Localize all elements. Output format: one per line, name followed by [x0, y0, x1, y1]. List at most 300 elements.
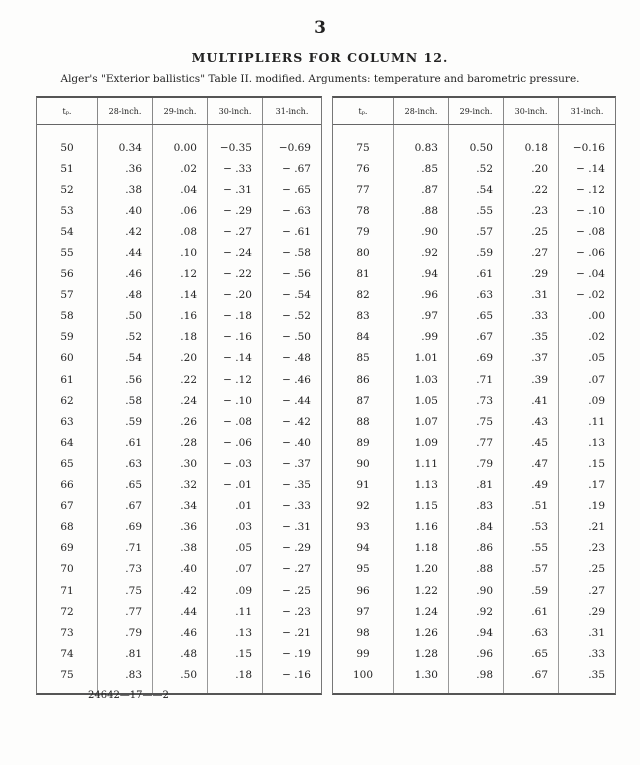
- value-28-inch: 1.24: [394, 601, 449, 622]
- table-row: [333, 306, 615, 327]
- value-31-inch: − .33: [282, 500, 311, 513]
- value-29-inch: .54: [449, 179, 504, 200]
- table-row: [333, 327, 615, 348]
- header-temperature: tₚ.: [37, 98, 98, 125]
- value-28-inch: 1.05: [394, 390, 449, 411]
- table-row: [37, 601, 321, 622]
- value-30-inch: .09: [208, 580, 263, 601]
- table-row: [37, 411, 321, 432]
- temperature-cell: 77: [333, 179, 394, 200]
- value-30-inch: .18: [208, 664, 263, 693]
- table-row: [37, 285, 321, 306]
- value-29-inch: .61: [449, 264, 504, 285]
- temperature-cell: 85: [333, 348, 394, 369]
- temperature-cell: 54: [37, 221, 98, 242]
- value-30-inch: .39: [504, 369, 559, 390]
- value-28-inch: 1.13: [394, 475, 449, 496]
- value-28-inch: .50: [98, 306, 153, 327]
- value-29-inch: .30: [153, 453, 208, 474]
- value-31-inch: .13: [588, 436, 605, 449]
- header-row: [333, 98, 615, 125]
- header-28-inch: 28-inch.: [394, 98, 449, 125]
- value-31-inch: − .40: [282, 436, 311, 449]
- value-28-inch: 1.26: [394, 622, 449, 643]
- value-29-inch: .67: [449, 327, 504, 348]
- value-28-inch: 0.34: [98, 125, 153, 159]
- value-29-inch: 0.00: [153, 125, 208, 159]
- temperature-cell: 95: [333, 559, 394, 580]
- value-30-inch: .33: [504, 306, 559, 327]
- value-28-inch: .73: [98, 559, 153, 580]
- temperature-cell: 99: [333, 643, 394, 664]
- value-31-inch: −0.69: [278, 141, 311, 154]
- value-30-inch: .59: [504, 580, 559, 601]
- table-row: [37, 475, 321, 496]
- value-31-inch: .07: [588, 373, 605, 386]
- temperature-cell: 62: [37, 390, 98, 411]
- value-29-inch: .04: [153, 179, 208, 200]
- value-29-inch: .50: [153, 664, 208, 693]
- temperature-cell: 61: [37, 369, 98, 390]
- value-28-inch: .99: [394, 327, 449, 348]
- temperature-cell: 84: [333, 327, 394, 348]
- value-29-inch: .98: [449, 664, 504, 693]
- temperature-cell: 76: [333, 158, 394, 179]
- temperature-cell: 70: [37, 559, 98, 580]
- value-28-inch: .40: [98, 200, 153, 221]
- temperature-cell: 82: [333, 285, 394, 306]
- temperature-cell: 69: [37, 538, 98, 559]
- temperature-cell: 98: [333, 622, 394, 643]
- table-row: [37, 538, 321, 559]
- temperature-cell: 75: [333, 125, 394, 159]
- temperature-cell: 57: [37, 285, 98, 306]
- value-31-inch: − .63: [282, 204, 311, 217]
- value-28-inch: .71: [98, 538, 153, 559]
- temperature-cell: 55: [37, 242, 98, 263]
- table-row: [333, 125, 615, 159]
- value-31-inch: .00: [588, 310, 605, 323]
- value-30-inch: .03: [208, 517, 263, 538]
- value-30-inch: .53: [504, 517, 559, 538]
- value-29-inch: .73: [449, 390, 504, 411]
- temperature-cell: 72: [37, 601, 98, 622]
- temperature-cell: 63: [37, 411, 98, 432]
- value-30-inch: .67: [504, 664, 559, 693]
- temperature-cell: 97: [333, 601, 394, 622]
- table-row: [333, 221, 615, 242]
- value-28-inch: .85: [394, 158, 449, 179]
- temperature-cell: 66: [37, 475, 98, 496]
- value-31-inch: − .25: [282, 584, 311, 597]
- value-31-inch: .31: [588, 626, 605, 639]
- value-30-inch: .23: [504, 200, 559, 221]
- value-28-inch: .58: [98, 390, 153, 411]
- value-31-inch: .02: [588, 331, 605, 344]
- value-31-inch: .21: [588, 521, 605, 534]
- value-28-inch: .44: [98, 242, 153, 263]
- table-row: [333, 496, 615, 517]
- table-row: [37, 327, 321, 348]
- value-29-inch: .44: [153, 601, 208, 622]
- value-31-inch: − .67: [282, 162, 311, 175]
- temperature-cell: 52: [37, 179, 98, 200]
- temperature-cell: 90: [333, 453, 394, 474]
- value-29-inch: .96: [449, 643, 504, 664]
- value-29-inch: .22: [153, 369, 208, 390]
- value-30-inch: .25: [504, 221, 559, 242]
- temperature-cell: 75: [37, 664, 98, 693]
- value-31-inch: .15: [588, 457, 605, 470]
- value-28-inch: .65: [98, 475, 153, 496]
- value-29-inch: .26: [153, 411, 208, 432]
- temperature-cell: 64: [37, 432, 98, 453]
- header-30-inch: 30-inch.: [208, 98, 263, 125]
- temperature-cell: 92: [333, 496, 394, 517]
- value-30-inch: .01: [208, 496, 263, 517]
- temperature-cell: 100: [333, 664, 394, 693]
- value-31-inch: − .46: [282, 373, 311, 386]
- value-29-inch: .65: [449, 306, 504, 327]
- value-29-inch: .81: [449, 475, 504, 496]
- value-28-inch: .81: [98, 643, 153, 664]
- value-31-inch: − .54: [282, 289, 311, 302]
- temperature-cell: 81: [333, 264, 394, 285]
- temperature-cell: 91: [333, 475, 394, 496]
- value-30-inch: .55: [504, 538, 559, 559]
- value-29-inch: .32: [153, 475, 208, 496]
- value-30-inch: − .24: [208, 242, 263, 263]
- value-28-inch: .56: [98, 369, 153, 390]
- header-temperature: tₚ.: [333, 98, 394, 125]
- header-31-inch: 31-inch.: [263, 98, 322, 125]
- value-31-inch: − .02: [576, 289, 605, 302]
- value-30-inch: − .18: [208, 306, 263, 327]
- value-28-inch: .96: [394, 285, 449, 306]
- table-row: [333, 432, 615, 453]
- value-30-inch: .05: [208, 538, 263, 559]
- table-row: [333, 517, 615, 538]
- value-30-inch: .20: [504, 158, 559, 179]
- value-30-inch: .57: [504, 559, 559, 580]
- value-31-inch: .19: [588, 500, 605, 513]
- value-29-inch: .48: [153, 643, 208, 664]
- value-30-inch: .22: [504, 179, 559, 200]
- value-31-inch: .23: [588, 542, 605, 555]
- value-29-inch: .46: [153, 622, 208, 643]
- temperature-cell: 50: [37, 125, 98, 159]
- value-31-inch: − .04: [576, 268, 605, 281]
- temperature-cell: 96: [333, 580, 394, 601]
- table-row: [333, 158, 615, 179]
- value-30-inch: .27: [504, 242, 559, 263]
- value-31-inch: − .52: [282, 310, 311, 323]
- value-29-inch: .71: [449, 369, 504, 390]
- table-row: [37, 369, 321, 390]
- table-row: [37, 242, 321, 263]
- value-28-inch: .94: [394, 264, 449, 285]
- value-29-inch: .79: [449, 453, 504, 474]
- value-29-inch: .18: [153, 327, 208, 348]
- value-29-inch: .28: [153, 432, 208, 453]
- temperature-cell: 94: [333, 538, 394, 559]
- page-title: MULTIPLIERS FOR COLUMN 12.: [191, 50, 449, 65]
- value-29-inch: .90: [449, 580, 504, 601]
- value-29-inch: .10: [153, 242, 208, 263]
- table-row: [37, 158, 321, 179]
- temperature-cell: 79: [333, 221, 394, 242]
- value-31-inch: − .61: [282, 225, 311, 238]
- table-row: [37, 664, 321, 693]
- value-31-inch: .35: [588, 668, 605, 681]
- temperature-cell: 56: [37, 264, 98, 285]
- temperature-cell: 58: [37, 306, 98, 327]
- value-31-inch: − .23: [282, 605, 311, 618]
- value-31-inch: − .08: [576, 225, 605, 238]
- value-28-inch: .88: [394, 200, 449, 221]
- value-28-inch: .61: [98, 432, 153, 453]
- value-28-inch: .69: [98, 517, 153, 538]
- table-row: [333, 369, 615, 390]
- table-row: [37, 390, 321, 411]
- value-28-inch: .52: [98, 327, 153, 348]
- value-30-inch: − .14: [208, 348, 263, 369]
- value-30-inch: − .31: [208, 179, 263, 200]
- temperature-cell: 71: [37, 580, 98, 601]
- value-29-inch: .83: [449, 496, 504, 517]
- table-row: [333, 179, 615, 200]
- value-31-inch: .27: [588, 584, 605, 597]
- value-30-inch: .43: [504, 411, 559, 432]
- value-28-inch: .42: [98, 221, 153, 242]
- value-30-inch: − .03: [208, 453, 263, 474]
- value-29-inch: 0.50: [449, 125, 504, 159]
- value-28-inch: .54: [98, 348, 153, 369]
- value-28-inch: 1.20: [394, 559, 449, 580]
- value-30-inch: − .06: [208, 432, 263, 453]
- value-30-inch: .13: [208, 622, 263, 643]
- table-row: [37, 125, 321, 159]
- value-28-inch: .77: [98, 601, 153, 622]
- value-30-inch: .63: [504, 622, 559, 643]
- value-31-inch: − .37: [282, 457, 311, 470]
- value-28-inch: .46: [98, 264, 153, 285]
- table-row: [333, 348, 615, 369]
- value-31-inch: .29: [588, 605, 605, 618]
- value-28-inch: 1.15: [394, 496, 449, 517]
- table-row: [37, 200, 321, 221]
- value-29-inch: .55: [449, 200, 504, 221]
- table-caption: Alger's "Exterior ballistics" Table II. modified. Arguments: temperature and barometric pressure.: [60, 73, 580, 85]
- value-30-inch: .47: [504, 453, 559, 474]
- temperature-cell: 74: [37, 643, 98, 664]
- table-row: [333, 622, 615, 643]
- table-row: [37, 432, 321, 453]
- value-31-inch: − .21: [282, 626, 311, 639]
- value-30-inch: .49: [504, 475, 559, 496]
- value-29-inch: .02: [153, 158, 208, 179]
- value-31-inch: .25: [588, 563, 605, 576]
- page-number: 3: [314, 18, 326, 38]
- table-row: [333, 200, 615, 221]
- value-30-inch: − .20: [208, 285, 263, 306]
- value-30-inch: .41: [504, 390, 559, 411]
- temperature-cell: 87: [333, 390, 394, 411]
- table-row: [333, 453, 615, 474]
- value-28-inch: 1.09: [394, 432, 449, 453]
- value-28-inch: .36: [98, 158, 153, 179]
- value-31-inch: .09: [588, 394, 605, 407]
- temperature-cell: 51: [37, 158, 98, 179]
- right-table: [332, 96, 616, 695]
- table-row: [37, 348, 321, 369]
- value-30-inch: − .29: [208, 200, 263, 221]
- value-28-inch: 1.22: [394, 580, 449, 601]
- table-row: [333, 285, 615, 306]
- table-row: [333, 475, 615, 496]
- temperature-cell: 78: [333, 200, 394, 221]
- value-29-inch: .59: [449, 242, 504, 263]
- table-row: [37, 264, 321, 285]
- header-29-inch: 29-inch.: [449, 98, 504, 125]
- value-30-inch: − .01: [208, 475, 263, 496]
- value-29-inch: .24: [153, 390, 208, 411]
- value-28-inch: 1.07: [394, 411, 449, 432]
- table-row: [333, 559, 615, 580]
- value-28-inch: .67: [98, 496, 153, 517]
- value-30-inch: − .10: [208, 390, 263, 411]
- value-31-inch: − .48: [282, 352, 311, 365]
- left-table: [36, 96, 322, 695]
- value-30-inch: − .22: [208, 264, 263, 285]
- value-31-inch: − .19: [282, 647, 311, 660]
- value-28-inch: 1.16: [394, 517, 449, 538]
- value-30-inch: .45: [504, 432, 559, 453]
- value-28-inch: .90: [394, 221, 449, 242]
- value-31-inch: − .44: [282, 394, 311, 407]
- temperature-cell: 83: [333, 306, 394, 327]
- value-29-inch: .75: [449, 411, 504, 432]
- temperature-cell: 68: [37, 517, 98, 538]
- value-29-inch: .84: [449, 517, 504, 538]
- table-row: [333, 538, 615, 559]
- value-29-inch: .92: [449, 601, 504, 622]
- value-31-inch: − .58: [282, 247, 311, 260]
- value-28-inch: 1.11: [394, 453, 449, 474]
- table-row: [333, 664, 615, 693]
- value-31-inch: − .27: [282, 563, 311, 576]
- value-31-inch: − .06: [576, 247, 605, 260]
- value-30-inch: −0.35: [208, 125, 263, 159]
- table-row: [37, 559, 321, 580]
- value-31-inch: − .14: [576, 162, 605, 175]
- value-29-inch: .12: [153, 264, 208, 285]
- value-31-inch: − .12: [576, 183, 605, 196]
- value-28-inch: .83: [98, 664, 153, 693]
- value-29-inch: .94: [449, 622, 504, 643]
- value-30-inch: .11: [208, 601, 263, 622]
- table-row: [37, 453, 321, 474]
- table-row: [37, 643, 321, 664]
- temperature-cell: 59: [37, 327, 98, 348]
- table-row: [37, 179, 321, 200]
- value-28-inch: 1.18: [394, 538, 449, 559]
- value-31-inch: .05: [588, 352, 605, 365]
- value-28-inch: .48: [98, 285, 153, 306]
- value-31-inch: −0.16: [572, 141, 605, 154]
- table-row: [333, 264, 615, 285]
- value-28-inch: .59: [98, 411, 153, 432]
- value-28-inch: .38: [98, 179, 153, 200]
- temperature-cell: 89: [333, 432, 394, 453]
- header-row: [37, 98, 321, 125]
- value-28-inch: .97: [394, 306, 449, 327]
- value-30-inch: 0.18: [504, 125, 559, 159]
- value-30-inch: .65: [504, 643, 559, 664]
- value-29-inch: .40: [153, 559, 208, 580]
- value-28-inch: 1.28: [394, 643, 449, 664]
- value-31-inch: − .16: [282, 668, 311, 681]
- value-28-inch: .79: [98, 622, 153, 643]
- table-row: [333, 580, 615, 601]
- table-row: [37, 580, 321, 601]
- value-29-inch: .42: [153, 580, 208, 601]
- value-29-inch: .88: [449, 559, 504, 580]
- value-30-inch: .15: [208, 643, 263, 664]
- value-30-inch: − .12: [208, 369, 263, 390]
- value-30-inch: − .27: [208, 221, 263, 242]
- value-29-inch: .52: [449, 158, 504, 179]
- value-29-inch: .57: [449, 221, 504, 242]
- value-31-inch: − .35: [282, 479, 311, 492]
- value-29-inch: .86: [449, 538, 504, 559]
- value-31-inch: − .42: [282, 415, 311, 428]
- temperature-cell: 80: [333, 242, 394, 263]
- value-29-inch: .38: [153, 538, 208, 559]
- value-30-inch: .35: [504, 327, 559, 348]
- table-row: [37, 221, 321, 242]
- value-29-inch: .34: [153, 496, 208, 517]
- value-28-inch: 1.30: [394, 664, 449, 693]
- value-31-inch: − .29: [282, 542, 311, 555]
- table-row: [333, 390, 615, 411]
- value-31-inch: − .65: [282, 183, 311, 196]
- temperature-cell: 65: [37, 453, 98, 474]
- value-30-inch: .31: [504, 285, 559, 306]
- value-29-inch: .63: [449, 285, 504, 306]
- value-30-inch: − .08: [208, 411, 263, 432]
- value-28-inch: .63: [98, 453, 153, 474]
- temperature-cell: 73: [37, 622, 98, 643]
- table-row: [37, 622, 321, 643]
- table-row: [37, 306, 321, 327]
- value-30-inch: .61: [504, 601, 559, 622]
- header-29-inch: 29-inch.: [153, 98, 208, 125]
- value-31-inch: − .50: [282, 331, 311, 344]
- value-29-inch: .69: [449, 348, 504, 369]
- header-30-inch: 30-inch.: [504, 98, 559, 125]
- header-28-inch: 28-inch.: [98, 98, 153, 125]
- header-31-inch: 31-inch.: [559, 98, 616, 125]
- value-29-inch: .36: [153, 517, 208, 538]
- print-signature: 24642—17——2: [88, 690, 169, 701]
- table-row: [333, 242, 615, 263]
- table-row: [333, 411, 615, 432]
- value-28-inch: 1.03: [394, 369, 449, 390]
- table-row: [37, 496, 321, 517]
- value-31-inch: .11: [588, 415, 605, 428]
- value-29-inch: .16: [153, 306, 208, 327]
